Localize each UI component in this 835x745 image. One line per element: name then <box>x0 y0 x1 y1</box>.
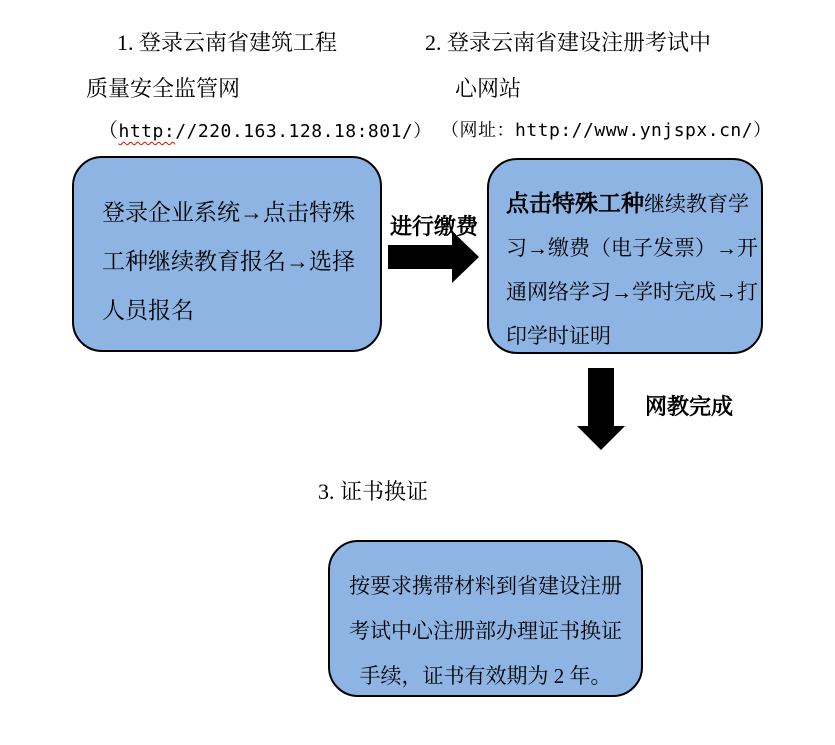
step1-url-open-paren: （ <box>98 120 119 142</box>
step2-heading-line1: 2. 登录云南省建设注册考试中 <box>425 30 712 55</box>
flowbox-certificate-renewal-line3: 手续，证书有效期为 2 年。 <box>359 664 612 688</box>
flowbox-enterprise-signup-line1: 登录企业系统→点击特殊 <box>102 200 355 225</box>
done-arrow-label: 网教完成 <box>645 394 734 419</box>
step3-heading: 3. 证书换证 <box>318 479 429 504</box>
flowbox-certificate-renewal-line2: 考试中心注册部办理证书换证 <box>349 619 622 643</box>
flowbox-enterprise-signup-line3: 人员报名 <box>102 298 194 323</box>
step1-url <box>98 120 432 143</box>
pay-arrow-shaft <box>388 245 453 269</box>
flowbox-online-learning-line1-rest: 继续教育学 <box>644 192 749 216</box>
flowbox-online-learning <box>487 158 763 354</box>
flowbox-certificate-renewal-line1: 按要求携带材料到省建设注册 <box>349 574 622 598</box>
step2-url: （网址：http://www.ynjspx.cn/） <box>441 120 772 141</box>
flowbox-online-learning-line4: 印学时证明 <box>506 324 611 348</box>
flowbox-enterprise-signup <box>72 156 382 352</box>
step1-url-rest: //220.163.128.18:801/） <box>175 121 432 142</box>
flowbox-certificate-renewal <box>328 540 643 697</box>
done-arrow-shaft <box>588 368 614 426</box>
flowbox-online-learning-line1 <box>506 182 761 226</box>
flowbox-online-learning-line2: 习→缴费（电子发票）→开 <box>506 236 758 260</box>
step2-heading-line2: 心网站 <box>455 76 522 101</box>
step1-url-scheme: http: <box>118 121 176 142</box>
done-arrow-head-icon <box>577 426 625 450</box>
step1-heading-line2: 质量安全监管网 <box>86 76 241 101</box>
flowbox-online-learning-line1-bold: 点击特殊工种 <box>506 191 644 216</box>
step1-heading-line1: 1. 登录云南省建筑工程 <box>117 30 338 55</box>
flowbox-online-learning-line3: 通网络学习→学时完成→打 <box>506 280 758 304</box>
pay-arrow-label: 进行缴费 <box>389 214 478 239</box>
pay-arrow-head-icon <box>452 231 479 283</box>
flowbox-enterprise-signup-line2: 工种继续教育报名→选择 <box>102 249 355 274</box>
